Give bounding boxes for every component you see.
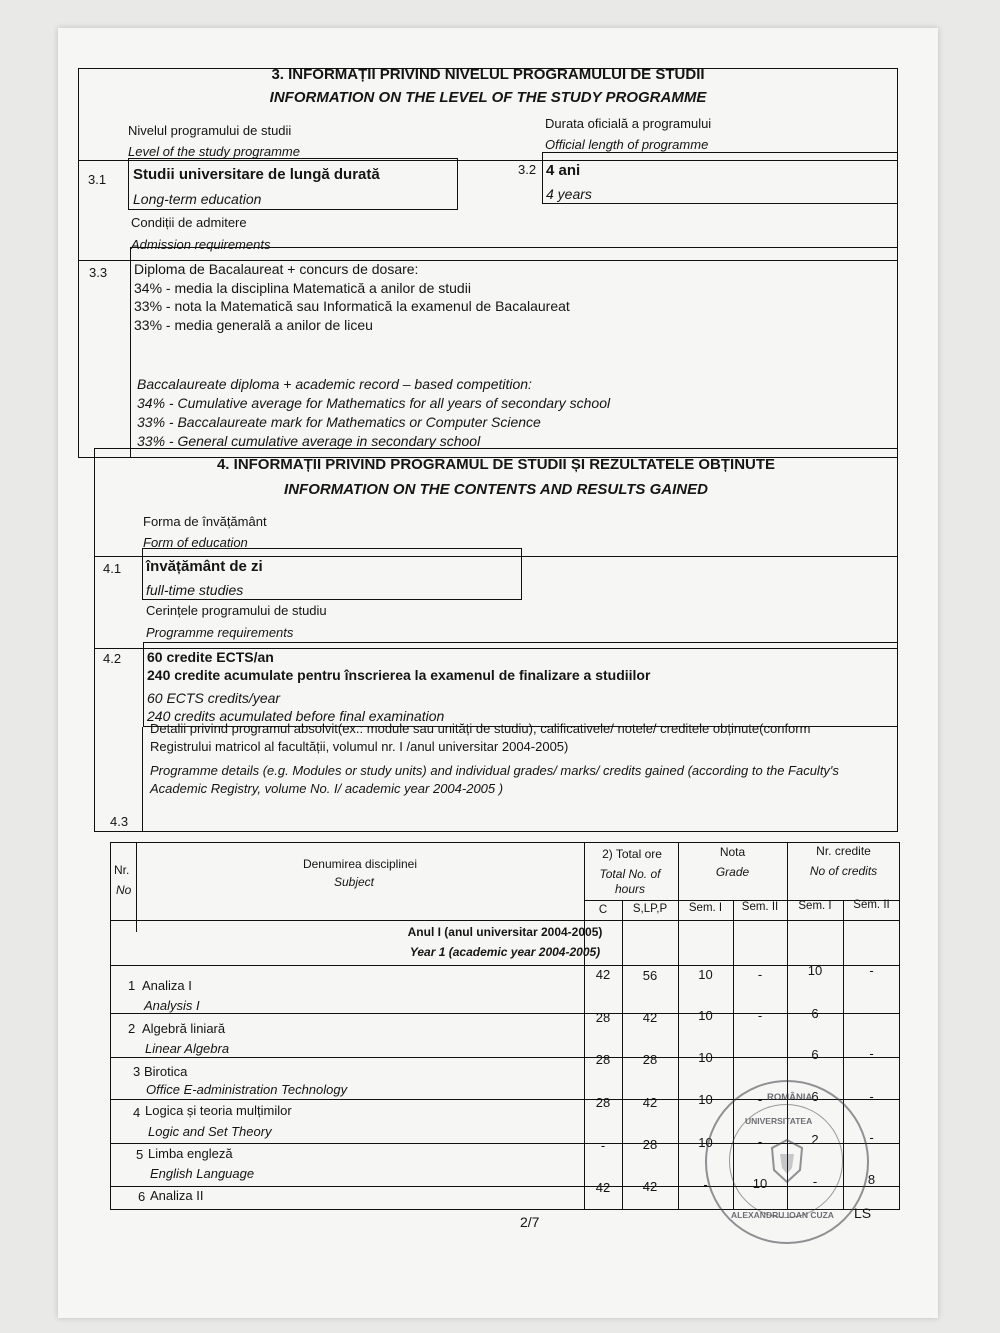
- row-subject-en: Logic and Set Theory: [148, 1124, 272, 1139]
- header-hours-en-2: hours: [614, 882, 646, 896]
- section3-title-en: INFORMATION ON THE LEVEL OF THE STUDY PROGRAMME: [269, 89, 707, 106]
- row-hours-s: 42: [642, 1010, 658, 1025]
- form-label-ro: Forma de învățământ: [143, 514, 267, 529]
- section4-title-en: INFORMATION ON THE CONTENTS AND RESULTS GAINED: [284, 481, 708, 498]
- row-number: 5: [136, 1147, 144, 1162]
- row-hours-s: 56: [642, 968, 658, 983]
- row-hours-c: 42: [595, 1180, 611, 1195]
- row-credits-sem1: 6: [811, 1006, 819, 1021]
- table-col-rule-2: [584, 842, 585, 1210]
- subheader-credits-sem2: Sem. II: [853, 899, 890, 911]
- field-number-4-1: 4.1: [103, 561, 122, 576]
- table-col-rule-4: [678, 842, 679, 1210]
- row-grade-sem1: 10: [698, 1135, 713, 1150]
- header-subject-ro: Denumirea disciplinei: [302, 857, 418, 871]
- row-number: 4: [133, 1105, 141, 1120]
- subheader-slp: S,LP,P: [632, 903, 668, 915]
- row-subject-ro: Birotica: [144, 1064, 188, 1079]
- crest-icon: [762, 1136, 812, 1186]
- admission-label-ro: Condiții de admitere: [131, 215, 247, 230]
- field-number-4-3: 4.3: [110, 814, 129, 829]
- header-nr-en: No: [116, 883, 132, 897]
- row-hours-s: 28: [642, 1052, 658, 1067]
- row-subject-en: Analysis I: [144, 998, 200, 1013]
- header-credits-en: No of credits: [809, 864, 878, 878]
- row-grade-sem1: -: [703, 1177, 708, 1192]
- field-number-3-2: 3.2: [518, 162, 537, 177]
- row-credits-sem2: -: [869, 1005, 874, 1020]
- row-credits-sem2: -: [869, 1046, 874, 1061]
- admission-label-en: Admission requirements: [131, 237, 271, 252]
- table-header-rule: [110, 920, 900, 921]
- details-ro-2: Registrului matricol al facultății, volumul nr. I /anul universitar 2004-2005): [150, 739, 569, 754]
- table-year-rule: [110, 965, 900, 966]
- row-hours-c: 28: [595, 1095, 611, 1110]
- row-credits-sem2: -: [869, 963, 874, 978]
- page-number: 2/7: [520, 1214, 540, 1230]
- university-seal-stamp: [705, 1080, 872, 1244]
- req-ro-2: 240 credite acumulate pentru înscrierea la examenul de finalizare a studiilor: [147, 667, 651, 683]
- field-number-4-2: 4.2: [103, 651, 122, 666]
- section4-left-rule: [142, 727, 143, 832]
- duration-label-en: Official length of programme: [545, 137, 709, 152]
- duration-value-box: [542, 152, 898, 204]
- row-hours-s: 42: [642, 1095, 658, 1110]
- header-hours-ro: 2) Total ore: [602, 847, 662, 861]
- subheader-grade-sem1: Sem. I: [688, 902, 723, 914]
- req-en-2: 240 credits acumulated before final examination: [147, 708, 445, 724]
- row-subject-en: Office E-administration Technology: [146, 1082, 348, 1097]
- row-credits-sem1: 6: [811, 1089, 819, 1104]
- admission-en-line-2: 34% - Cumulative average for Mathematics for all years of secondary school: [137, 395, 611, 411]
- admission-ro-line-3: 33% - nota la Matematică sau Informatică la examenul de Bacalaureat: [134, 298, 570, 314]
- row-hours-c: 28: [595, 1010, 611, 1025]
- header-subject-en: Subject: [333, 875, 375, 889]
- admission-ro-line-4: 33% - media generală a anilor de liceu: [134, 317, 373, 333]
- section4-title-ro: 4. INFORMAȚII PRIVIND PROGRAMUL DE STUDII ȘI REZULTATELE OBȚINUTE: [216, 456, 776, 473]
- header-grade-ro: Nota: [719, 845, 746, 859]
- row-grade-sem1: 10: [698, 1092, 713, 1107]
- req-en-1: 60 ECTS credits/year: [147, 690, 281, 706]
- row-credits-sem2: -: [869, 1130, 874, 1145]
- row-subject-ro: Algebră liniară: [142, 1021, 226, 1036]
- row-credits-sem1: 2: [811, 1132, 819, 1147]
- row-hours-c: -: [600, 1138, 606, 1153]
- header-credits-ro: Nr. credite: [816, 844, 871, 858]
- row-grade-sem2: 10: [752, 1176, 768, 1191]
- row-credits-sem1: 6: [811, 1047, 819, 1062]
- row-grade-sem2: -: [757, 1008, 763, 1023]
- row-credits-sem2: -: [869, 1089, 874, 1104]
- admission-ro-line-2: 34% - media la disciplina Matematică a anilor de studii: [134, 280, 471, 296]
- duration-value-en: 4 years: [546, 186, 592, 202]
- header-grade-en: Grade: [715, 865, 750, 879]
- table-col-rule-1: [136, 842, 137, 932]
- row-hours-c: 28: [595, 1052, 611, 1067]
- row-subject-en: English Language: [150, 1166, 255, 1181]
- form-value-ro: învățământ de zi: [146, 558, 263, 575]
- req-ro-1: 60 credite ECTS/an: [147, 649, 274, 665]
- row-subject-ro: Logica și teoria mulțimilor: [145, 1103, 292, 1118]
- row-subject-en: Linear Algebra: [145, 1041, 230, 1056]
- seal-text-top: ROMÂNIA: [767, 1092, 813, 1103]
- field-number-3-3: 3.3: [89, 265, 108, 280]
- seal-text-mid: UNIVERSITATEA: [745, 1116, 813, 1126]
- details-en-2: Academic Registry, volume No. I/ academic year 2004-2005 ): [150, 781, 504, 796]
- req-label-ro: Cerințele programului de studiu: [146, 603, 327, 618]
- row-subject-ro: Limba engleză: [148, 1146, 233, 1161]
- subheader-c: C: [598, 904, 608, 916]
- header-hours-en-1: Total No. of: [599, 867, 661, 881]
- details-ro-1: Detalii privind programul absolvit(ex.: module sau unități de studiu), calificativele/ notele/ creditele obținute(conform: [150, 721, 811, 736]
- row-number: 1: [128, 978, 136, 993]
- field-number-3-1: 3.1: [88, 172, 107, 187]
- level-value-en: Long-term education: [133, 191, 262, 207]
- details-en-1: Programme details (e.g. Modules or study units) and individual grades/ marks/ credits gained (according to the Faculty's: [150, 763, 839, 778]
- ls-mark: LS: [854, 1205, 872, 1221]
- row-grade-sem1: 10: [698, 1050, 713, 1065]
- subheader-credits-sem1: Sem. I: [798, 900, 832, 912]
- year-heading-en: Year 1 (academic year 2004-2005): [409, 945, 601, 959]
- row-grade-sem2: -: [757, 1049, 763, 1064]
- row-credits-sem1: 10: [807, 963, 823, 978]
- row-grade-sem2: -: [757, 1092, 763, 1107]
- row-subject-ro: Analiza II: [150, 1188, 204, 1203]
- level-value-ro: Studii universitare de lungă durată: [133, 166, 380, 183]
- row-hours-c: 42: [595, 967, 611, 982]
- row-number: 3: [133, 1064, 141, 1079]
- row-credits-sem2: 8: [867, 1172, 876, 1187]
- admission-ro-line-1: Diploma de Bacalaureat + concurs de dosare:: [134, 261, 419, 277]
- row-subject-ro: Analiza I: [142, 978, 192, 993]
- seal-text-bottom: ALEXANDRU IOAN CUZA: [731, 1210, 834, 1220]
- level-label-ro: Nivelul programului de studii: [128, 123, 292, 138]
- level-label-en: Level of the study programme: [128, 144, 300, 159]
- req-label-en: Programme requirements: [146, 625, 294, 640]
- section3-title-ro: 3. INFORMAȚII PRIVIND NIVELUL PROGRAMULUI DE STUDII: [271, 66, 705, 83]
- row-number: 6: [138, 1189, 146, 1204]
- row-hours-s: 28: [642, 1137, 658, 1152]
- row-grade-sem1: 10: [698, 967, 713, 982]
- row-grade-sem2: -: [757, 1134, 763, 1149]
- row-credits-sem1: -: [812, 1174, 818, 1189]
- header-nr-ro: Nr.: [114, 863, 130, 877]
- duration-value-ro: 4 ani: [546, 162, 581, 179]
- row-number: 2: [128, 1021, 136, 1036]
- subheader-grade-sem2: Sem. II: [741, 901, 779, 913]
- form-label-en: Form of education: [143, 535, 248, 550]
- admission-en-line-1: Baccalaureate diploma + academic record – based competition:: [137, 376, 532, 392]
- row-grade-sem1: 10: [698, 1008, 713, 1023]
- row-grade-sem2: -: [757, 967, 763, 982]
- admission-en-line-3: 33% - Baccalaureate mark for Mathematics or Computer Science: [137, 414, 541, 430]
- form-value-en: full-time studies: [146, 582, 244, 598]
- admission-en-line-4: 33% - General cumulative average in secondary school: [137, 433, 481, 449]
- row-hours-s: 42: [642, 1179, 658, 1194]
- year-heading-ro: Anul I (anul universitar 2004-2005): [407, 925, 603, 939]
- duration-label-ro: Durata oficială a programului: [545, 116, 712, 131]
